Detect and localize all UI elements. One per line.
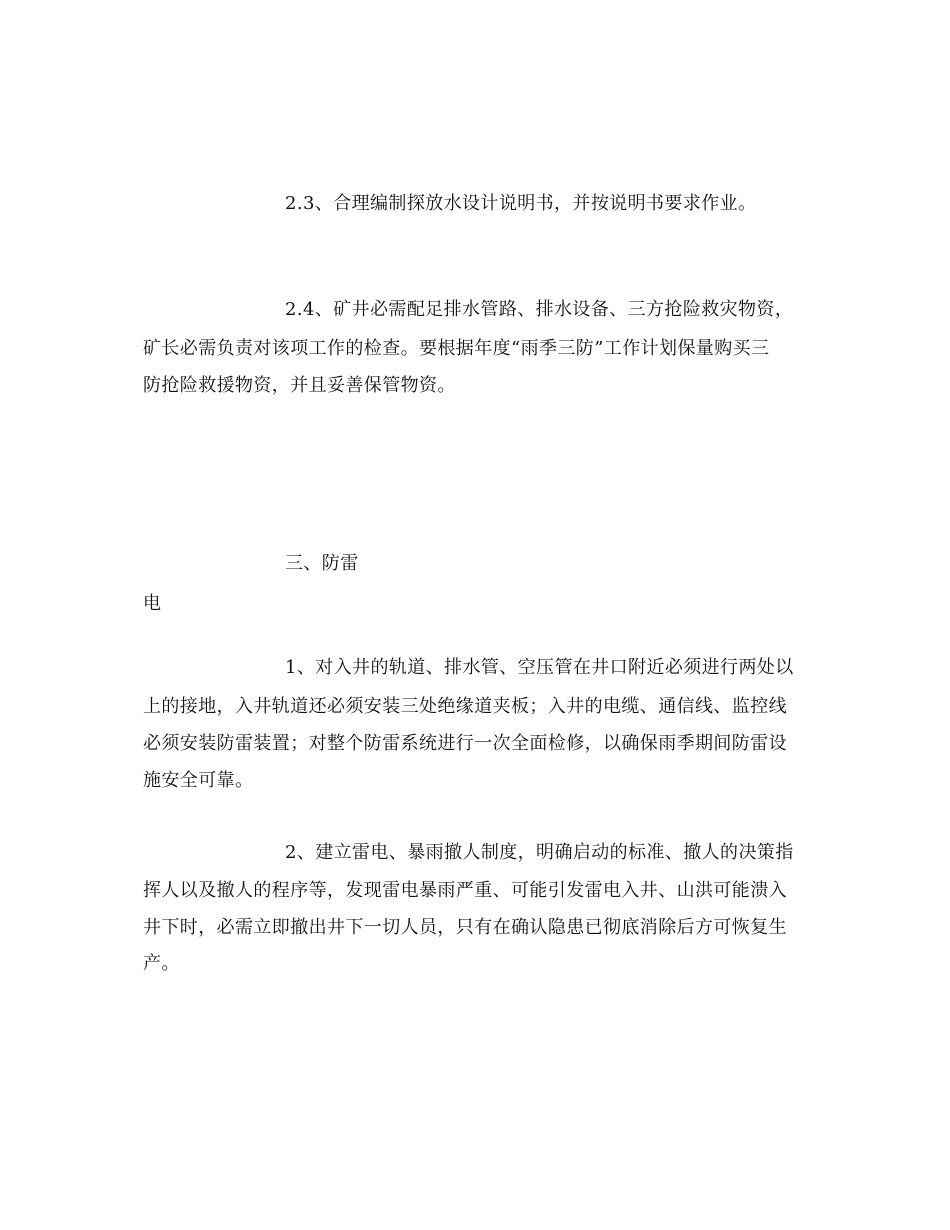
paragraph-line: 挥人以及撤人的程序等，发现雷电暴雨严重、可能引发雷电入井、山洪可能溃入 — [143, 880, 787, 901]
paragraph-line: 防抢险救援物资，并且妥善保管物资。 — [143, 375, 456, 396]
heading-line: 三、防雷 — [285, 553, 359, 574]
paragraph-line: 2.4、矿井必需配足排水管路、排水设备、三方抢险救灾物资， — [285, 299, 794, 320]
paragraph-line: 1、对入井的轨道、排水管、空压管在井口附近必须进行两处以 — [285, 657, 794, 678]
heading-line: 电 — [143, 593, 162, 614]
paragraph-line: 产。 — [143, 953, 180, 974]
paragraph-line: 施安全可靠。 — [143, 770, 254, 791]
paragraph-line: 上的接地，入井轨道还必须安装三处绝缘道夹板；入井的电缆、通信线、监控线 — [143, 696, 787, 717]
paragraph-line: 2、建立雷电、暴雨撤人制度，明确启动的标准、撤人的决策指 — [285, 842, 794, 863]
paragraph-line: 必须安装防雷装置；对整个防雷系统进行一次全面检修，以确保雨季期间防雷设 — [143, 733, 787, 754]
paragraph-line: 2.3、合理编制探放水设计说明书，并按说明书要求作业。 — [285, 193, 757, 214]
paragraph-line: 矿长必需负责对该项工作的检查。要根据年度“雨季三防”工作计划保量购买三 — [143, 338, 770, 359]
paragraph-line: 井下时，必需立即撤出井下一切人员，只有在确认隐患已彻底消除后方可恢复生 — [143, 917, 787, 938]
